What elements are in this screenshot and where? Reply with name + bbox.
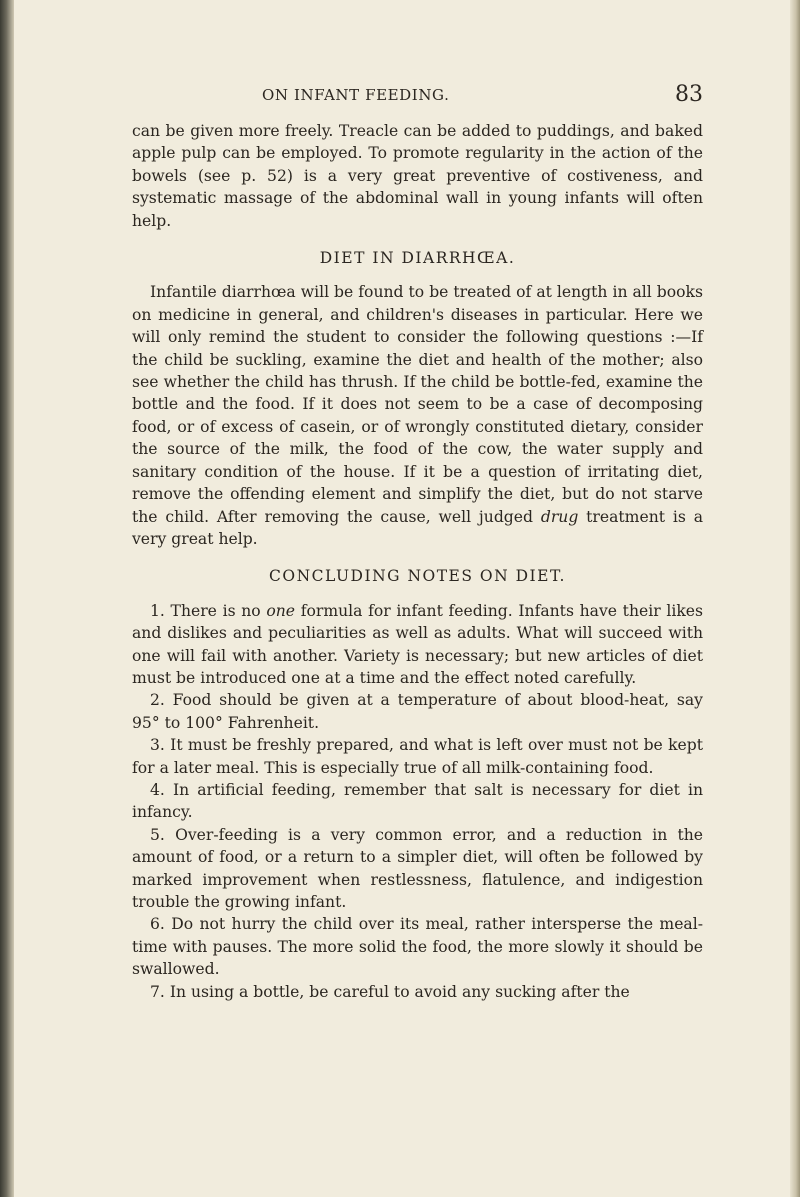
page-edge-shadow [790, 0, 800, 1197]
diarrhoea-italic-word: drug [540, 507, 579, 526]
note-4: 4. In artificial feeding, remember that salt is necessary for diet in infancy. [132, 780, 703, 822]
note-1 [132, 600, 703, 690]
diarrhoea-paragraph [132, 281, 703, 550]
running-title: ON INFANT FEEDING. [262, 86, 450, 104]
section-heading-concluding-notes: CONCLUDING NOTES ON DIET. [269, 567, 566, 586]
page-number: 83 [675, 82, 703, 107]
page-body [132, 120, 703, 1003]
intro-paragraph: can be given more freely. Treacle can be added to puddings, and baked apple pulp can be employed. To promote regularity in the action of the bowels (see p. 52) is a very great preventive of costiveness, and systematic massage of the abdominal wall in young infants will often help. [132, 122, 703, 230]
book-spine-shadow [0, 0, 14, 1197]
section-heading-diarrhoea: DIET IN DIARRHŒA. [319, 249, 516, 268]
note-5: 5. Over-feeding is a very common error, and a reduction in the amount of food, or a return to a simpler diet, will often be followed by marked improvement when restlessness, flatulence, and indigestion trouble the growing infant. [132, 825, 703, 911]
running-head [132, 82, 703, 110]
note-2: 2. Food should be given at a temperature of about blood-heat, say 95° to 100° Fahrenheit. [132, 691, 703, 732]
note-3: 3. It must be freshly prepared, and what is left over must not be kept for a later meal. This is especially true of all milk-containing food. [132, 736, 703, 777]
note-1-part1: 1. There is no [150, 601, 267, 620]
note-1-part2: formula for infant feeding. Infants have their likes and dislikes and peculiarities as well as adults. What will succeed with one will fail with another. Variety is necessary; but new articles of diet must be introduced one at a time and the effect noted carefully. [132, 601, 703, 687]
diarrhoea-text-part2: treatment is a very great help. [132, 507, 703, 548]
note-7: 7. In using a bottle, be careful to avoid any sucking after the [150, 982, 630, 1001]
diarrhoea-text-part1: Infantile diarrhœa will be found to be treated of at length in all books on medicine in general, and children's diseases in particular. Here we will only remind the student to consider the following questions :—If the child be suckling, examine the diet and health of the mother; also see whether the child has thrush. If the child be bottle-fed, examine the bottle and the food. If it does not seem to be a case of decomposing food, or of excess of casein, or of wrongly constituted dietary, consider the source of the milk, the food of the cow, the water supply and sanitary condition of the house. If it be a question of irritating diet, remove the offending element and simplify the diet, but do not starve the child. After removing the cause, well judged [132, 283, 703, 526]
note-6: 6. Do not hurry the child over its meal, rather intersperse the meal-time with pauses. The more solid the food, the more slowly it should be swallowed. [132, 915, 703, 979]
note-1-italic-word: one [266, 601, 296, 620]
